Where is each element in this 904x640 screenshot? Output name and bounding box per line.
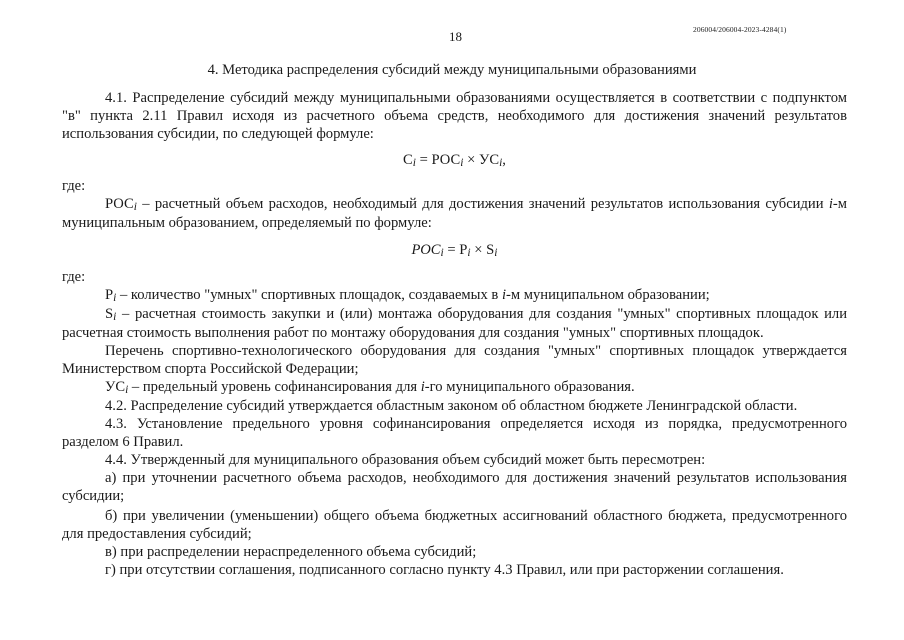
- equipment-list-paragraph: Перечень спортивно-технологического оборудования для создания "умных" спортивных площадок утверждается Министерством спорта Российской Федерации;: [62, 343, 847, 377]
- item-d: г) при отсутствии соглашения, подписанного согласно пункту 4.3 Правил, или при расторжении соглашения.: [105, 562, 784, 578]
- equals-sign: =: [443, 242, 460, 258]
- comma: ,: [502, 152, 506, 168]
- definition-roc-text: – расчетный объем расходов, необходимый для достижения значений результатов использования субсидии: [136, 196, 829, 212]
- definition-p-text: – количество "умных" спортивных площадок, создаваемых в: [116, 287, 502, 303]
- index-i: i: [113, 292, 117, 304]
- formula2-term-s: S: [486, 242, 495, 258]
- formula1-term-us: УС: [479, 152, 500, 168]
- index-i: i: [420, 379, 425, 395]
- times-sign: ×: [463, 152, 479, 168]
- formula1-lhs: C: [403, 152, 413, 168]
- definition-s-symbol: S: [105, 306, 114, 322]
- definition-s-text: – расчетная стоимость закупки и (или) монтажа оборудования для создания "умных" спортивных площадок или расчетная стоимость выполнения работ по монтажу оборудования для создания "умных" спортивных площадок.: [62, 306, 847, 341]
- definition-s: [62, 305, 847, 342]
- index-i: i: [494, 247, 498, 259]
- definition-us-symbol: УС: [105, 379, 126, 395]
- where-label: где:: [62, 269, 86, 285]
- definition-p-symbol: P: [105, 287, 114, 303]
- index-i: i: [412, 157, 416, 169]
- formula-roc: [62, 232, 847, 268]
- index-i: i: [460, 157, 464, 169]
- definition-us: [62, 378, 847, 397]
- definition-us-text: – предельный уровень софинансирования для: [128, 379, 421, 395]
- where-label: где:: [62, 178, 86, 194]
- index-i: i: [125, 384, 129, 396]
- definition-roc-symbol: РОС: [105, 196, 134, 212]
- definition-us-text-end: -го муниципального образования.: [424, 379, 635, 395]
- page-number: 18: [449, 29, 462, 44]
- section-title: 4. Методика распределения субсидий между муниципальными образованиями: [207, 62, 697, 78]
- document-body: [62, 89, 847, 579]
- item-b: б) при увеличении (уменьшении) общего объема бюджетных ассигнований областного бюджета, предусмотренного для предоставления субсидий;: [62, 508, 847, 542]
- index-i: i: [499, 157, 503, 169]
- paragraph-4-4: 4.4. Утвержденный для муниципального образования объем субсидий может быть пересмотрен:: [105, 452, 706, 468]
- item-a: а) при уточнении расчетного объема расходов, необходимого для достижения значений результатов использования субсидии;: [62, 470, 847, 504]
- times-sign: ×: [470, 242, 487, 258]
- index-i: i: [501, 287, 507, 303]
- formula-subsidy: [62, 143, 847, 177]
- paragraph-4-1: 4.1. Распределение субсидий между муниципальными образованиями осуществляется в соответствии с подпунктом "в" пункта 2.11 Правил исходя из расчетного объема средств, необходимого для достижения значений результатов использования субсидии, по следующей формуле:: [62, 90, 847, 142]
- index-i: i: [113, 311, 117, 323]
- definition-roc: [62, 195, 847, 232]
- index-i: i: [440, 247, 444, 259]
- equals-sign: =: [415, 152, 432, 168]
- paragraph-4-2: 4.2. Распределение субсидий утверждается областным законом об областном бюджете Ленинградской области.: [105, 398, 798, 414]
- definition-roc-text-end: -м муниципальным образованием, определяемый по формуле:: [62, 196, 847, 231]
- formula2-lhs: РОС: [411, 242, 441, 258]
- paragraph-4-3: 4.3. Установление предельного уровня софинансирования определяется исходя из порядка, предусмотренного разделом 6 Правил.: [62, 416, 847, 450]
- formula1-term-roc: РОС: [431, 152, 461, 168]
- index-i: i: [828, 196, 833, 212]
- formula2-term-p: P: [459, 242, 468, 258]
- item-c: в) при распределении нераспределенного объема субсидий;: [105, 544, 477, 560]
- index-i: i: [467, 247, 471, 259]
- definition-p-text-end: -м муниципальном образовании;: [506, 287, 710, 303]
- definition-p: [62, 286, 847, 305]
- document-id: 206004/206004-2023-4284(1): [693, 25, 787, 34]
- index-i: i: [133, 201, 137, 213]
